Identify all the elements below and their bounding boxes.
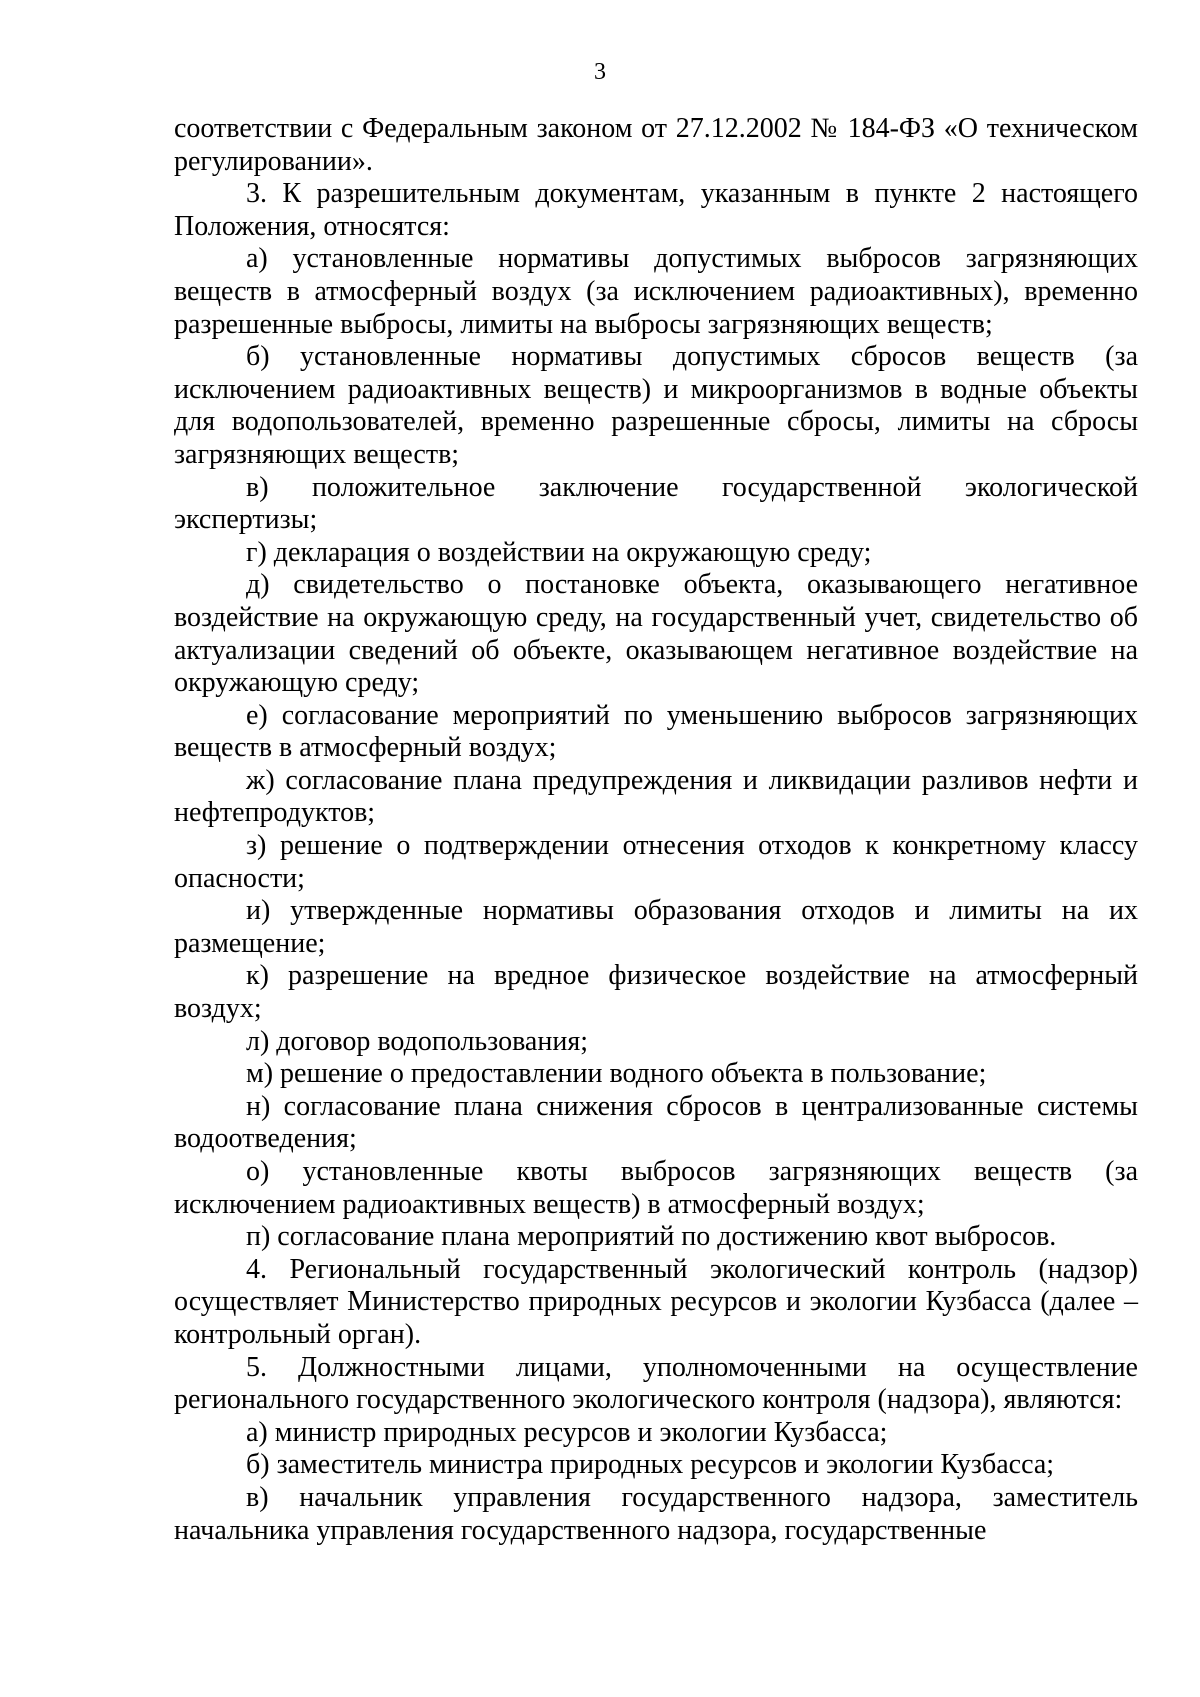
paragraph-official-b: б) заместитель министра природных ресурсов и экологии Кузбасса; xyxy=(246,1449,1055,1481)
page-number: 3 xyxy=(594,59,606,85)
paragraph-item-i: и) утвержденные нормативы образования отходов и лимиты на их размещение; xyxy=(174,895,1138,959)
paragraph-continuation: соответствии с Федеральным законом от 27.12.2002 № 184-ФЗ «О техническом регулировании». xyxy=(174,113,1138,177)
paragraph-clause-4: 4. Региональный государственный экологический контроль (надзор) осуществляет Министерство природных ресурсов и экологии Кузбасса (далее – контрольный орган). xyxy=(174,1253,1138,1350)
document-body xyxy=(174,113,1138,1547)
paragraph-item-g: г) декларация о воздействии на окружающую среду; xyxy=(246,536,872,568)
paragraph-item-o: о) установленные квоты выбросов загрязняющих веществ (за исключением радиоактивных веществ) в атмосферный воздух; xyxy=(174,1156,1138,1220)
paragraph-official-v: в) начальник управления государственного надзора, заместитель начальника управления государственного надзора, государственные xyxy=(174,1481,1138,1546)
paragraph-clause-3: 3. К разрешительным документам, указанным в пункте 2 настоящего Положения, относятся: xyxy=(174,178,1138,242)
paragraph-item-a: а) установленные нормативы допустимых выбросов загрязняющих веществ в атмосферный воздух (за исключением радиоактивных), временно разрешенные выбросы, лимиты на выбросы загрязняющих веществ; xyxy=(174,243,1138,340)
paragraph-official-a: а) министр природных ресурсов и экологии Кузбасса; xyxy=(246,1416,888,1448)
paragraph-item-p: п) согласование плана мероприятий по достижению квот выбросов. xyxy=(246,1221,1057,1253)
paragraph-item-v: в) положительное заключение государственной экологической экспертизы; xyxy=(174,471,1138,536)
paragraph-item-n: н) согласование плана снижения сбросов в централизованные системы водоотведения; xyxy=(174,1090,1138,1155)
paragraph-item-k: к) разрешение на вредное физическое воздействие на атмосферный воздух; xyxy=(174,960,1138,1025)
paragraph-item-e: е) согласование мероприятий по уменьшению выбросов загрязняющих веществ в атмосферный воздух; xyxy=(174,699,1138,764)
paragraph-item-z: з) решение о подтверждении отнесения отходов к конкретному классу опасности; xyxy=(174,830,1138,894)
paragraph-clause-5: 5. Должностными лицами, уполномоченными на осуществление регионального государственного экологического контроля (надзора), являются: xyxy=(174,1351,1138,1416)
paragraph-item-m: м) решение о предоставлении водного объекта в пользование; xyxy=(246,1058,987,1090)
paragraph-item-l: л) договор водопользования; xyxy=(246,1025,588,1057)
paragraph-item-d: д) свидетельство о постановке объекта, оказывающего негативное воздействие на окружающую среду, на государственный учет, свидетельство об актуализации сведений об объекте, оказывающем негативное воздействие на окружающую среду; xyxy=(174,569,1138,699)
paragraph-item-zh: ж) согласование плана предупреждения и ликвидации разливов нефти и нефтепродуктов; xyxy=(174,764,1138,829)
paragraph-item-b: б) установленные нормативы допустимых сбросов веществ (за исключением радиоактивных веществ) и микроорганизмов в водные объекты для водопользователей, временно разрешенные сбросы, лимиты на сбросы загрязняющих веществ; xyxy=(174,341,1138,470)
